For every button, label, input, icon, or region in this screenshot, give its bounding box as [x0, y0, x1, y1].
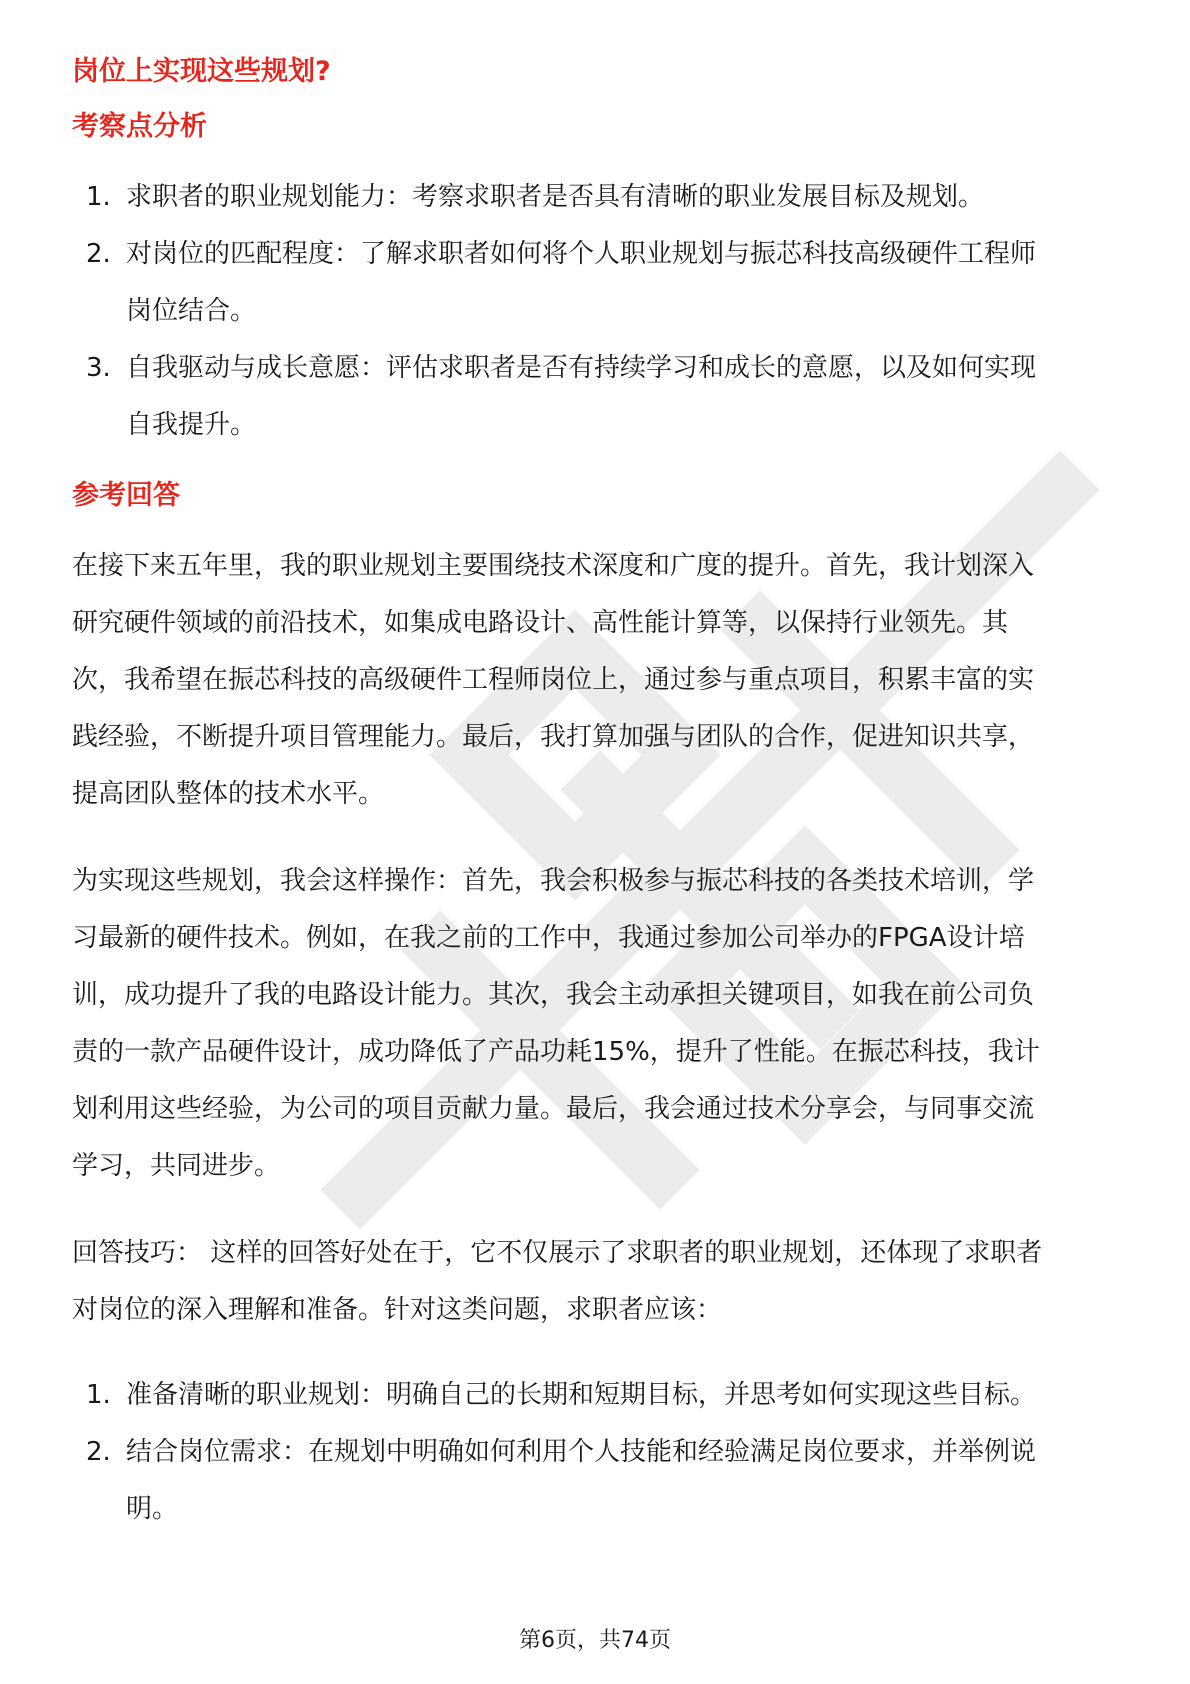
list-item-text: 结合岗位需求：在规划中明确如何利用个人技能和经验满足岗位要求，并举例说明。	[126, 1437, 1037, 1524]
tips-paragraph: 回答技巧： 这样的回答好处在于，它不仅展示了求职者的职业规划，还体现了求职者对岗位的深入理解和准备。针对这类问题，求职者应该：	[72, 1238, 1043, 1325]
list-number: 2.	[86, 239, 111, 269]
answer-paragraph: 在接下来五年里，我的职业规划主要围绕技术深度和广度的提升。首先，我计划深入研究硬件领域的前沿技术，如集成电路设计、高性能计算等，以保持行业领先。其次，我希望在振芯科技的高级硬件工程师岗位上，通过参与重点项目，积累丰富的实践经验，不断提升项目管理能力。最后，我打算加强与团队的合作，促进知识共享，提高团队整体的技术水平。	[72, 551, 1035, 809]
list-item-text: 求职者的职业规划能力：考察求职者是否具有清晰的职业发展目标及规划。	[126, 182, 985, 212]
page-number: 第6页，共74页	[519, 1628, 671, 1653]
list-item-text: 准备清晰的职业规划：明确自己的长期和短期目标，并思考如何实现这些目标。	[126, 1380, 1037, 1410]
analysis-heading: 考察点分析	[72, 111, 207, 142]
list-number: 3.	[86, 353, 111, 383]
list-number: 1.	[86, 182, 111, 212]
answer-paragraph: 为实现这些规划，我会这样操作：首先，我会积极参与振芯科技的各类技术培训，学习最新的硬件技术。例如，在我之前的工作中，我通过参加公司举办的FPGA设计培训，成功提升了我的电路设计能力。其次，我会主动承担关键项目，如我在前公司负责的一款产品硬件设计，成功降低了产品功耗15%，提升了性能。在振芯科技，我计划利用这些经验，为公司的项目贡献力量。最后，我会通过技术分享会，与同事交流学习，共同进步。	[72, 866, 1040, 1181]
analysis-list	[72, 169, 1122, 454]
list-item-text: 对岗位的匹配程度：了解求职者如何将个人职业规划与振芯科技高级硬件工程师岗位结合。	[126, 239, 1037, 326]
list-item-text: 自我驱动与成长意愿：评估求职者是否有持续学习和成长的意愿，以及如何实现自我提升。	[126, 353, 1037, 440]
list-item	[72, 169, 1056, 226]
list-item	[72, 1424, 1046, 1538]
list-number: 2.	[86, 1437, 111, 1467]
document-content	[72, 52, 1122, 1538]
list-item	[72, 226, 1046, 340]
list-item	[72, 340, 1046, 454]
question-title: 岗位上实现这些规划?	[72, 56, 331, 87]
reference-answer-heading: 参考回答	[72, 480, 180, 511]
list-number: 1.	[86, 1380, 111, 1410]
tips-list	[72, 1367, 1122, 1538]
list-item	[72, 1367, 1046, 1424]
